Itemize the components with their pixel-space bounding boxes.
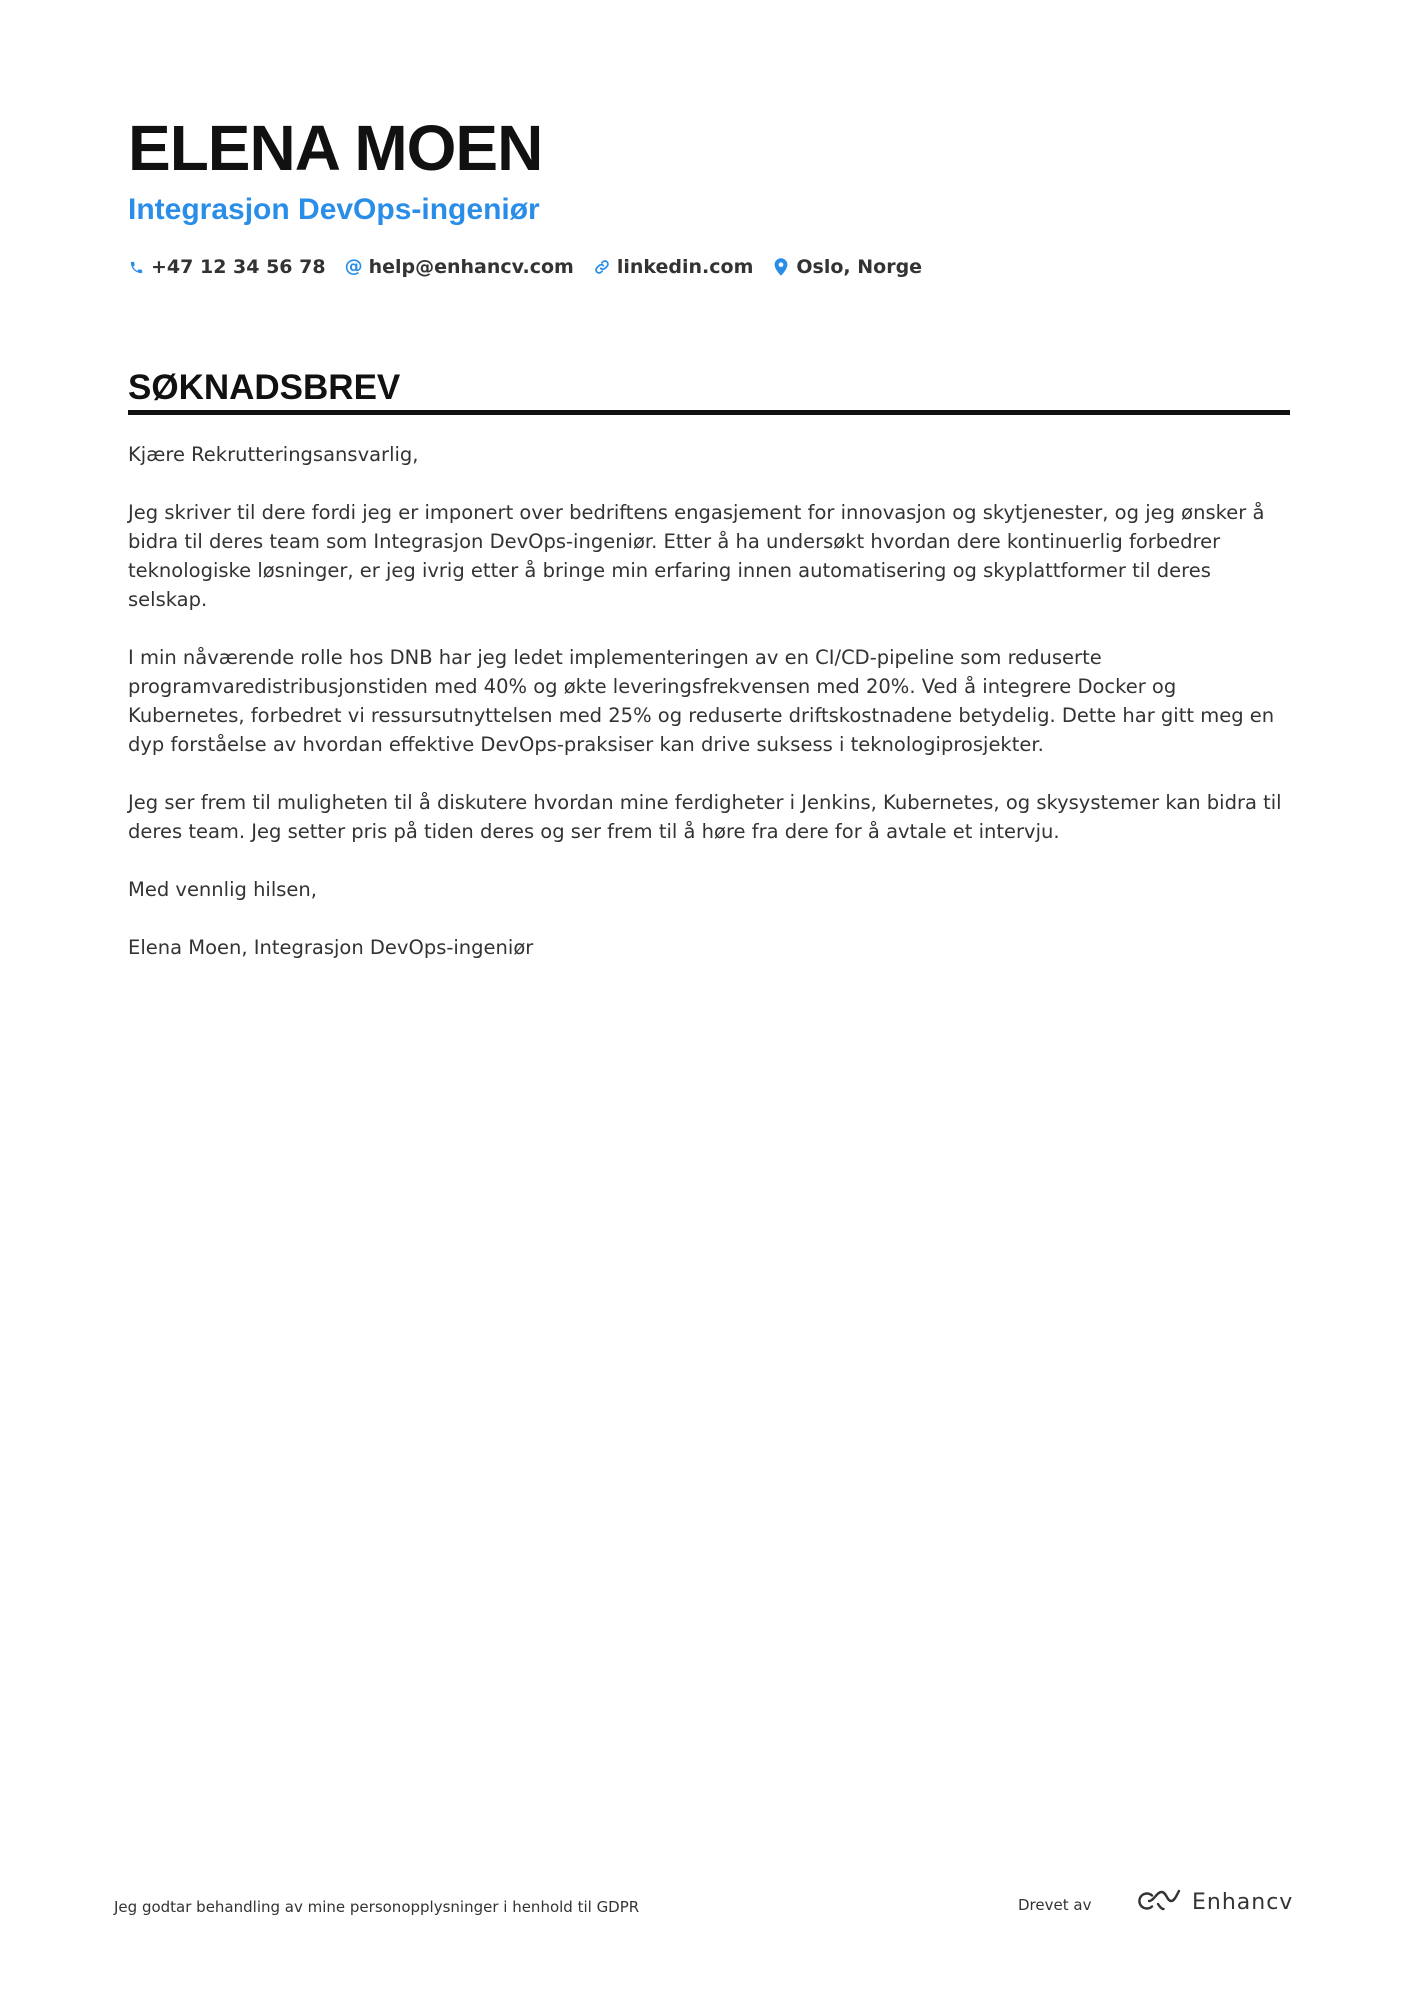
- at-icon: @: [344, 256, 363, 277]
- email-text: help@enhancv.com: [368, 256, 574, 278]
- letter-paragraph: I min nåværende rolle hos DNB har jeg ledet implementeringen av en CI/CD-pipeline som reduserte programvaredistribusjonstiden med 40% og økte leveringsfrekvensen med 20%. Ved å integrere Docker og Kubernetes, forbedret vi ressursutnyttelsen med 25% og reduserte driftskostnadene betydelig. Dette har gitt meg en dyp forståelse av hvordan effektive DevOps-praksiser kan drive suksess i teknologiprosjekter.: [128, 646, 1275, 756]
- phone-text: +47 12 34 56 78: [151, 256, 326, 278]
- linkedin-text: linkedin.com: [616, 256, 754, 278]
- contact-location: [773, 252, 922, 282]
- candidate-name: ELENA MOEN: [128, 112, 543, 184]
- phone-icon: [128, 258, 144, 276]
- job-title: Integrasjon DevOps-ingeniør: [128, 193, 540, 226]
- contact-phone[interactable]: [128, 252, 326, 282]
- letter-salutation: Kjære Rekrutteringsansvarlig,: [128, 443, 419, 466]
- letter-paragraph: Jeg skriver til dere fordi jeg er imponert over bedriftens engasjement for innovasjon og skytjenester, og jeg ønsker å bidra til deres team som Integrasjon DevOps-ingeniør. Etter å ha undersøkt hvordan dere kontinuerlig forbedrer teknologiske løsninger, er jeg ivrig etter å bringe min erfaring innen automatisering og skyplattformer til deres selskap.: [128, 501, 1265, 611]
- powered-by-label: Drevet av: [1018, 1896, 1092, 1914]
- contact-email[interactable]: [346, 252, 574, 282]
- enhancv-logo-icon: [1138, 1888, 1184, 1918]
- gdpr-consent-text: Jeg godtar behandling av mine personopplysninger i henhold til GDPR: [114, 1898, 640, 1916]
- link-icon: [594, 258, 610, 276]
- letter-signature: Elena Moen, Integrasjon DevOps-ingeniør: [128, 936, 534, 959]
- letter-closing: Med vennlig hilsen,: [128, 878, 317, 901]
- letter-paragraph: Jeg ser frem til muligheten til å diskutere hvordan mine ferdigheter i Jenkins, Kubernetes, og skysystemer kan bidra til deres team. Jeg setter pris på tiden deres og ser frem til å høre fra dere for å avtale et intervju.: [128, 791, 1282, 843]
- location-text: Oslo, Norge: [796, 256, 923, 278]
- enhancv-logo[interactable]: [1138, 1888, 1293, 1918]
- contact-bar: [128, 252, 922, 282]
- location-pin-icon: [773, 258, 789, 276]
- enhancv-logo-text: Enhancv: [1192, 1890, 1294, 1915]
- section-divider: [128, 410, 1290, 415]
- contact-linkedin[interactable]: [594, 252, 754, 282]
- letter-body: [128, 440, 1290, 991]
- section-title: SØKNADSBREV: [128, 368, 401, 407]
